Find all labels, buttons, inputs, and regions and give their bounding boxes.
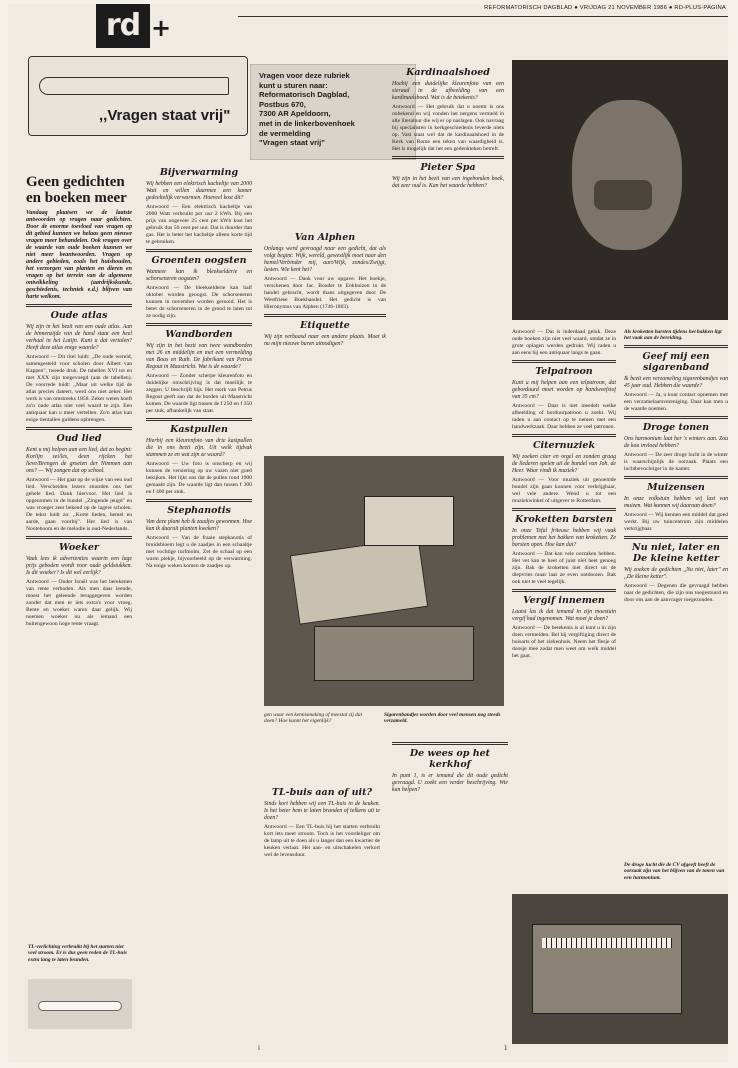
column-4-top — [392, 64, 504, 454]
caption-text: TL-verlichting verbruikt bij het starten niet veel stroom. Er is dus geen reden de TL-buis extra lang te laten branden. — [28, 944, 127, 963]
main-intro: Vandaag plaatsen we de laatste antwoorden op vragen naar gedichten. Door de enorme toevloed van vragen op dit gebied kunnen we helaas geen nieuwe vragen meer behandelen. Ook vragen over de waarde van oude boeken kunnen we niet meer beantwoorden. Vragen op andere gebieden, zoals het huishouden, het verzorgen van planten en dieren en vragen op het terrein van de algemene ontwikkeling (aardrijkskunde, geschiedenis, techniek e.d.) blijven van harte welkom. — [26, 210, 132, 300]
section-answer: Antwoord — Ja, u kunt contact opnemen met een verzamelaarsvereniging. Daar kan men u de waarde noemen. — [624, 391, 728, 412]
section-answer: Antwoord — Dank voor uw opgave. Het boekje, verschenen door Jac. Bouder te Enkhuizen in de handel gebracht, wordt thans uitgegeven door De Westfriese Boekhandel. Het gedicht is van Hieronymus van Alphen (1746-1803). — [264, 276, 386, 310]
section-title-wees: De wees op het kerkhof — [409, 748, 491, 770]
address-line: Reformatorisch Dagblad, — [259, 90, 350, 100]
section-answer: Antwoord — De zeer droge lucht in de winter is waarschijnlijk de oorzaak. Plaats een luchtbevochtiger in de kamer. — [624, 451, 728, 472]
section-answer: Antwoord — Van de fraaie stephanotis of bruidsbloem legt u de zaadjes in een schaaltje met vochtige turfmolm. Zet de schaal op een warm plekje, bijvoorbeeld op de verwarming. Na enige weken komen de zaadjes op. — [146, 535, 252, 569]
column-3-top — [264, 229, 386, 449]
divider — [146, 499, 252, 502]
photo-kroket-eten — [512, 60, 728, 320]
section-title-kastpullen: Kastpullen — [170, 424, 228, 435]
caption-text: Sigarenbandjes worden door veel mensen nog steeds verzameld. — [384, 712, 501, 725]
header-rule — [238, 16, 728, 17]
section-question: Wanneer kan ik bleekselderie en schorseneren oogsten? — [146, 269, 252, 282]
pen-icon — [39, 77, 229, 95]
rubric-title: ,,Vragen staat vrij" — [99, 107, 231, 124]
section-question: In onze Tefal friteuse hebben wij vaak problemen met het bakken van kroketten. Ze barsten open. Hoe kan dat? — [512, 528, 616, 548]
address-line: "Vragen staat vrij" — [259, 138, 325, 148]
section-answer: Antwoord — Dit titel luidt: ,,De oude wereld, samengesteld voor scholen door Albert van Kappen", tweede druk. De tabellen XVI tot en met XXX zijn toegevoegd (aan de tabellen). De voorrede luidt: ,,Maar uit welke tijd de atlas precies dateert, werd ons niet zeker. Het werk is van omstreeks 1858. Zeker weten hoeft zo'n oude atlas niet veel waard te zijn. Een antiquaar kan u meer vertellen. Zo'n atlas kan enige tientallen guldens opbrengen. — [26, 354, 132, 423]
photo-harmonium — [512, 894, 728, 1044]
section-answer-pieter-spa: Antwoord — Dat is inderdaad geluk. Deze oude boeken zijn niet veel waard, omdat ze in grote oplagen werden gedrukt. Wij raden u aan eens bij een antiquaar langs te gaan. — [512, 329, 616, 356]
section-answer: Antwoord — Een elektrisch kacheltje van 2000 Watt verbruikt per uur 2 kWh. Bij een prijs van ongeveer 25 cent per kWh kost het gebruik dus 50 cent per uur. Dat is duurder dan gas. Het is beter het kacheltje alleen korte tijd te gebruiken. — [146, 204, 252, 245]
caption-harmonium — [624, 862, 728, 881]
section-title-kardinaalshoed: Kardinaalshoed — [406, 67, 490, 78]
section-title-van-alphen: Van Alphen — [294, 232, 356, 243]
section-question: Onlangs werd gevraagd naar een gedicht, dat als volgt begint: Wijk, wereld, gewestlijk moet naar den hemel/Verbinder mij, aart/Wijk, zondes/Zwijgt, lusten. Wie kent het? — [264, 246, 386, 273]
address-line: Postbus 670, — [259, 99, 306, 109]
caption-text: De droge lucht die de CV afgeeft heeft de oorzaak zijn van het blijven van de tonen van een harmonium. — [624, 862, 725, 881]
section-question: Van deze plant heb ik zaadjes gewonnen. Hoe kan ik daaruit planten kweken? — [146, 519, 252, 532]
column-1 — [26, 174, 132, 1034]
divider — [512, 508, 616, 511]
divider — [146, 323, 252, 326]
divider — [624, 345, 728, 348]
header-meta: REFORMATORISCH DAGBLAD ● VRIJDAG 21 NOVEMBER 1986 ● RD-PLUS-PAGINA — [484, 5, 726, 11]
section-title-pieter-spa: Pieter Spa — [420, 162, 476, 173]
page-number-left: i — [258, 1044, 260, 1052]
address-line: Vragen voor deze rubriek — [259, 71, 350, 80]
section-answer: Antwoord — Wij kennen een middel dat goed werkt. Bij uw tuincentrum zijn middelen verkrijgbaar. — [624, 511, 728, 532]
section-title-vergif: Vergif innemen — [523, 595, 605, 606]
divider — [512, 360, 616, 363]
address-line: kunt u sturen naar: — [259, 80, 328, 90]
main-title: Geen gedichten en boeken meer — [26, 174, 127, 206]
section-question: Wij zoeken de gedichten ,,Nu niet, later" en ,,De kleine ketter". — [624, 566, 728, 580]
section-title-bijverwarming: Bijverwarming — [159, 167, 239, 178]
divider — [392, 742, 508, 745]
photo-sigarendozen — [264, 456, 504, 706]
divider — [624, 536, 728, 539]
section-answer: Antwoord — Het gaat op de wijze van een oud lied. Verscheiden lezers stuurden ons het gehele lied. Dank hiervoor. Het lied is opgenomen in de bundel ,,Zingende jeugd" en was vroeger zeer bekend op de lagere scholen. De tekst luidt zo: ,,Korte lieden, hemel en aarde, gaan voorbij". Het lied is van Nooteboom en de melodie is oud-Nederlands. — [26, 477, 132, 532]
section-title-wandborden: Wandborden — [165, 329, 233, 340]
divider — [146, 418, 252, 421]
section-answer: Antwoord — Uw foto is onscherp en wij kunnen de versiering op uw vazen niet goed bekijken. Het lijkt ons dat de pullen rond 1900 gemaakt zijn. De waarde ligt dan tussen f 300 en f 400 per stuk. — [146, 461, 252, 495]
section-answer: Antwoord — Degenen die gevraagd hebben naar de gedichten, die zijn ons toegestuurd en door ons aan de aanvrager toegezonden. — [624, 582, 728, 603]
section-question: In punt 1, is er iemand die dit oude gedicht gevraagd. U zoekt een verder beschrijving. Wie kan helpen? — [392, 773, 508, 793]
section-question: Laatst las ik dat iemand in zijn moestuin vergif had ingenomen. Wat moet je doen? — [512, 609, 616, 622]
section-question: Hoebij een duidelijke kleurenfoto van een sieraad in de afbeelding van een kardinaalshoed. Wat is de betekenis? — [392, 81, 504, 101]
caption-sigaren — [384, 712, 504, 725]
newspaper-page — [8, 4, 728, 1062]
section-answer: Antwoord — De bleekselderie kan half oktober worden geoogst. De schorseneren kunnen in november worden gerooid. Het is beter de schorseneren in de grond te laten tot ze nodig zijn. — [146, 285, 252, 319]
caption-text: Als kroketten barsten tijdens het bakken ligt het vaak aan de bereiding. — [624, 329, 722, 342]
address-line: met in de linkerbovenhoek — [259, 118, 355, 128]
section-title-muizensen: Muizensen — [647, 481, 705, 493]
logo-plus: + — [151, 14, 172, 42]
section-title-woeker: Woeker — [59, 542, 99, 553]
divider — [624, 416, 728, 419]
section-title-tl-buis: TL-buis aan of uit? — [271, 787, 373, 798]
caption-text: gen waar een kennismaking of meestal zij dat doen? Hoe kunnt het eigenlijk? — [264, 712, 363, 725]
logo-mark: rd — [96, 4, 150, 48]
section-title-droge-tonen: Droge tonen — [642, 421, 710, 433]
divider — [264, 314, 386, 317]
section-answer: Antwoord — Het gebruik dat u noemt is ons onbekend en wij vonden het nergens vermeld in alle literatuur die wij er op naslagen. Ook navraag bij specialisten in kerkgeschiedenis leverde niets op. Vast staat wel dat de kardinaalshoed in de Kerk van Rome een teken van waardigheid is. Het is mogelijk dat het een gedenkteken betreft. — [392, 104, 504, 152]
section-question: Wij zijn in het bezit van een oude atlas. Aan de binnenzijde van de hand staat een heel verhaal in het Latijn. Kunt u dat vertalen? Heeft deze atlas enige waarde? — [26, 324, 132, 351]
section-question: Wij zoeken citer en orgel en zonden graag de liederen spelen uit de bundel van Joh. de Heer. Waar vindt ik muziek? — [512, 454, 616, 474]
section-title-telpatroon: Telpatroon — [535, 366, 593, 377]
section-answer: Antwoord — Daar is niet meedelt welke afbeelding of borduurpatroon u zoekt. Wij raden u aan contact op te nemen met een handwerkzaak. Daar hebben ze veel patronen. — [512, 403, 616, 430]
section-question: Wij hebben een elektrisch kacheltje van 2000 Watt en willen daarmee een kamer gedeeltelijk verwarmen. Hoeveel kost dit? — [146, 181, 252, 201]
section-answer: Antwoord — Onder Israël was het berekenen van rente verboden. Als men daar leende, moest het geleende teruggegeven worden zonder dat men er iets extra's voor vroeg. Rente en woeker waren daar gelijk. Wij noemen woeker nu als iemand een buitengewoon hoge rente vraagt. — [26, 579, 132, 627]
column-3-bottom — [264, 784, 380, 1054]
section-title-sigarenband: Geef mij een sigarenband — [642, 350, 710, 373]
caption-middle-sub — [264, 712, 376, 725]
section-question: Wij zijn in het bezit van twee wandborden met 26 en middelijn en met een vermelding van Boas en Ruth. De fabrikant van Petrus Regout in Maastricht. Wat is de waarde? — [146, 343, 252, 370]
address-line: de vermelding — [259, 128, 311, 138]
section-title-oude-atlas: Oude atlas — [50, 310, 108, 321]
section-question: Wij zijn verbaasd naar een andere plaats. Moet ik nu mijn nieuwe buren uitnodigen? — [264, 334, 386, 347]
divider — [392, 156, 504, 159]
section-question: Kunt u mij helpen aan een telpatroon, dat geborduurd moet worden op handweefstof van 35 cm? — [512, 380, 616, 400]
rd-plus-logo — [96, 4, 172, 48]
caption-tl-buis — [28, 944, 132, 963]
section-answer: Antwoord — Zonder scherpe kleurenfoto en duidelijke omschrijving is dat moeilijk te zeggen. U beschrijft hijs. Het merk van Petrus Regout geeft aan dat de borden uit Maastricht komen. De waarde ligt tussen de f 250 en f 350 per stuk, afhankelijk van staat. — [146, 373, 252, 414]
divider — [146, 249, 252, 252]
photo-tl-buis — [28, 979, 132, 1029]
section-question: Kent u mij helpen aan een lied, dat zo begint: Korlijn sei/les, deen rijcken het lieve/Brengen de groeten der Nimmen aan ons? — Wij zongen dat op school. — [26, 447, 132, 474]
column-6 — [624, 329, 728, 859]
section-answer: Antwoord — Een TL-buis bij het starten verbruikt kort iets meer stroom. Toch is het voordeliger om de lamp uit te doen als u langer dan een kwartier de keuken verlaat. Het aan- en uitschakelen verkort wel de levensduur. — [264, 824, 380, 858]
section-question: Wij zijn in het bezit van een ingebonden boek, dat zeer oud is. Kan het waarde hebben? — [392, 176, 504, 189]
divider — [624, 476, 728, 479]
section-question: Vaak lees ik advertenties waarin een lage prijs geboden wordt voor oude geldstukken. Is dit woeker? Is dit wel eerlijk? — [26, 556, 132, 576]
section-question: In onze volkstuin hebben wij last van muizen. Wat kunnen wij daaraan doen? — [624, 495, 728, 509]
section-title-oud-lied: Oud lied — [56, 433, 102, 444]
address-line: 7300 AR Apeldoorn, — [259, 109, 331, 119]
divider — [512, 589, 616, 592]
divider — [26, 304, 132, 307]
section-question: Hierbij een kleurenfoto van drie kastpullen die in ons bezit zijn. Uit welk tijdvak stammen ze en wat zijn ze waard? — [146, 438, 252, 458]
section-question: Ik bezit een verzameling sigarenbandjes van 45 jaar oud. Hebben die waarde? — [624, 375, 728, 389]
divider — [26, 536, 132, 539]
caption-kroket — [624, 329, 728, 342]
section-question: Ons harmonium laat her 's winters aan. Zou de kou invloed hebben? — [624, 435, 728, 449]
page-number-right: 1 — [504, 1044, 508, 1052]
section-title-etiquette: Etiquette — [300, 320, 350, 331]
column-4-bottom — [392, 739, 508, 1049]
section-title-nu-niet: Nu niet, later en De kleine ketter — [632, 541, 720, 564]
section-title-groenten: Groenten oogsten — [151, 255, 247, 266]
section-answer: Antwoord — Dat kan vele oorzaken hebben. Het vet kan te heet of juist niet heet genoeg zijn. Bak de kroketten niet direct uit de diepvries maar laat ze even ontdooien. Bak ook niet te veel tegelijk. — [512, 551, 616, 585]
section-title-kroketten: Kroketten barsten — [515, 514, 613, 525]
section-answer: Antwoord — Voor muziek uit genoemde bundel zijn gaan kunnen voor verkrijgbaar, wel vele andere. Wend u tot een muziekwinkel of uitgever te Rotterdam. — [512, 477, 616, 504]
divider — [512, 434, 616, 437]
section-answer: Antwoord — De betekenis is al kunt u in zijn doen vermelden. Bel bij vergiftiging direct de huisarts of het ziekenhuis. Neem het flesje of doosje mee zodat men weet om welk middel het gaat. — [512, 625, 616, 659]
section-title-citernuziek: Citernuziek — [532, 440, 596, 451]
rubric-banner — [28, 56, 248, 136]
divider — [26, 427, 132, 430]
section-question: Sinds kort hebben wij een TL-buis in de keuken. Is het beter hem te laten branden of telkens uit te doen? — [264, 801, 380, 821]
column-2 — [146, 164, 252, 1034]
section-title-stephanotis: Stephanotis — [167, 505, 231, 516]
